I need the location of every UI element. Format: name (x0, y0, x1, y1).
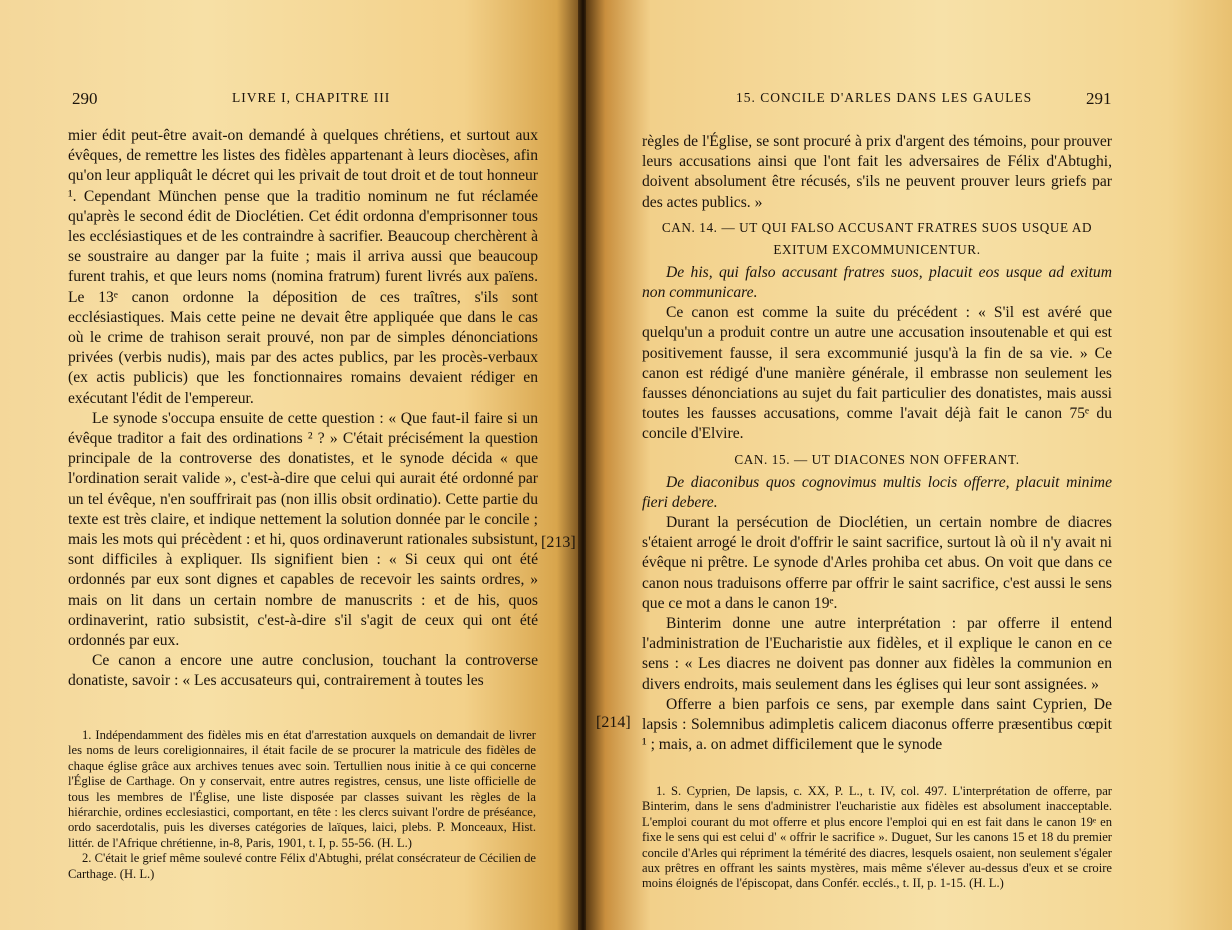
canon-heading: CAN. 14. — UT QUI FALSO ACCUSANT FRATRES SUOS USQUE AD EXITUM EXCOMMUNICENTUR. (661, 219, 1093, 257)
left-page (0, 0, 580, 930)
footnote: 2. C'était le grief même soulevé contre Félix d'Abtughi, prélat consécrateur de Cécilien de Carthage. (H. L.) (68, 851, 536, 881)
page-number: 291 (1086, 89, 1112, 108)
body-text (642, 132, 1112, 755)
paragraph: règles de l'Église, se sont procuré à prix d'argent des témoins, pour prouver leurs accusations ainsi que l'ont fait les adversaires de Félix d'Abtughi, doivent absolument être récusés, s'ils ne peuvent prouver leurs griefs par des actes publics. » (642, 133, 1112, 211)
margin-reference: [214] (596, 714, 631, 731)
paragraph: mier édit peut-être avait-on demandé à quelques chrétiens, et surtout aux évêques, de remettre les listes des fidèles appartenant à leurs diocèses, afin qu'on leur appliquât le décret qui les privait de tout droit et de tout honneur ¹. Cependant München pense que la traditio nominum ne fut réclamée qu'après le second édit de Dioclétien. Cet édit ordonna d'emprisonner tous les ecclésiastiques et de les contraindre à sacrifier. Beaucoup cherchèrent à se soustraire au danger par la fuite ; mais il arriva aussi que beaucoup furent trahis, et que leurs noms (nomina fratrum) furent livrés aux païens. Le 13ᵉ canon ordonne la déposition de ces traîtres, s'ils sont ecclésiastiques. Mais cette peine ne devait être appliquée que dans le cas où le crime de trahison serait prouvé, non par de simples dénonciations privées (verbis nudis), mais par des actes publics, par les procès-verbaux (ex actis publicis) que les fonctionnaires romains devaient rédiger en exécutant l'édit de l'empereur. (68, 127, 538, 407)
paragraph: Durant la persécution de Dioclétien, un certain nombre de diacres s'étaient arrogé le droit d'offrir le saint sacrifice, surtout là où il n'y avait ni évêque ni prêtre. Le synode d'Arles prohiba cet abus. On voit que dans ce canon nous traduisons offerre par offrir le saint sacrifice, c'est aussi le sens que ce mot a dans le canon 19ᵉ. (642, 514, 1112, 612)
paragraph: Ce canon a encore une autre conclusion, touchant la controverse donatiste, savoir : « Les accusateurs qui, contrairement à toutes les (68, 652, 538, 690)
paragraph: Le synode s'occupa ensuite de cette question : « Que faut-il faire si un évêque traditor a fait des ordinations ² ? » C'était précisément la question principale de la controverse des donatistes, et le synode décida « que l'ordination serait valide », c'est-à-dire que celui qui aurait été ordonné par un tel évêque, n'en souffrirait pas (non illis obsit ordinatio). Cette partie du texte est très claire, et indique nettement la solution donnée par le concile ; mais les mots qui précèdent : et hi, quos ordinaverunt rationales subsistunt, sont difficiles à expliquer. Ils signifient bien : « Si ceux qui ont été ordonnés par eux sont dignes et capables de recevoir les saints ordres, » mais on lit dans un certain nombre de manuscrits : et de his, quos ordinaverint, ratio subsistit, c'est-à-dire s'il s'agit de ceux qui ont été ordonnés par eux. (68, 409, 538, 650)
running-head: LIVRE I, CHAPITRE III (232, 90, 391, 105)
footnote: 1. Indépendamment des fidèles mis en état d'arrestation auxquels on demandait de livrer les noms de leurs coreligionnaires, il était facile de se procurer la matricule des fidèles de chaque église grâce aux archives tenues avec soin. Tertullien nous initie à ce qui concerne l'Église de Carthage. On y conservait, entre autres registres, census, une liste officielle de tous les membres de l'Église, une liste disposée par classes suivant les règles de la hiérarchie, ordines ecclesiastici, comportant, en tête : les clercs suivant l'ordre de préséance, ordo sacerdotalis, puis les diverses catégories de laïques, laici, plebs. P. Monceaux, Hist. littér. de l'Afrique chrétienne, in-8, Paris, 1901, t. I, p. 55-56. (H. L.) (68, 728, 536, 850)
canon-text: De his, qui falso accusant fratres suos, placuit eos usque ad exitum non communicare. (642, 263, 1112, 302)
page-number: 290 (72, 89, 98, 108)
paragraph: Binterim donne une autre interprétation : par offerre il entend l'administration de l'Eucharistie aux fidèles, et il explique le canon en ce sens : « Les diacres ne doivent pas donner aux fidèles la communion en divers endroits, mais seulement dans les églises qui leur sont assignées. » (642, 615, 1112, 693)
margin-reference: [213] (541, 534, 576, 551)
body-text (68, 126, 538, 692)
canon-heading: CAN. 15. — UT DIACONES NON OFFERANT. (734, 451, 1020, 467)
running-head: 15. CONCILE D'ARLES DANS LES GAULES (736, 90, 1033, 105)
paragraph: Offerre a bien parfois ce sens, par exemple dans saint Cyprien, De lapsis : Solemnibus adimpletis calicem diaconus offerre præsentibus cœpit ¹ ; mais, a. on admet difficilement que le synode (642, 695, 1112, 754)
footnotes (642, 784, 1112, 892)
canon-text: De diaconibus quos cognovimus multis locis offerre, placuit minime fieri debere. (642, 473, 1112, 511)
footnotes (68, 728, 536, 882)
paragraph: Ce canon est comme la suite du précédent : « S'il est avéré que quelqu'un a produit contre un autre une accusation insoutenable et qui est positivement fausse, il sera excommunié jusqu'à la fin de sa vie. » Ce canon est rédigé d'une manière générale, il embrasse non seulement les fausses dénonciations au sujet du fait particulier des donatistes, mais aussi toutes les fausses accusations, comme l'avait déjà fait le canon 75ᵉ du concile d'Elvire. (642, 304, 1112, 443)
right-page (586, 0, 1232, 930)
footnote: 1. S. Cyprien, De lapsis, c. XX, P. L., t. IV, col. 497. L'interprétation de offerre, par Binterim, dans le sens d'administrer l'eucharistie aux fidèles est absolument inacceptable. L'emploi courant du mot offerre et plus encore l'emploi qui en est fait dans le canon 19ᵉ en fixe le sens qui est celui d' « offrir le sacrifice ». Duguet, Sur les canons 15 et 18 du premier concile d'Arles qui répriment la témérité des diacres, lesquels osaient, non seulement s'égaler aux prêtres en offrant les saints mystères, mais même s'élever au-dessus d'eux et se croire moins éloignés de l'épiscopat, dans Confér. ecclés., t. II, p. 1-15. (H. L.) (642, 784, 1112, 891)
